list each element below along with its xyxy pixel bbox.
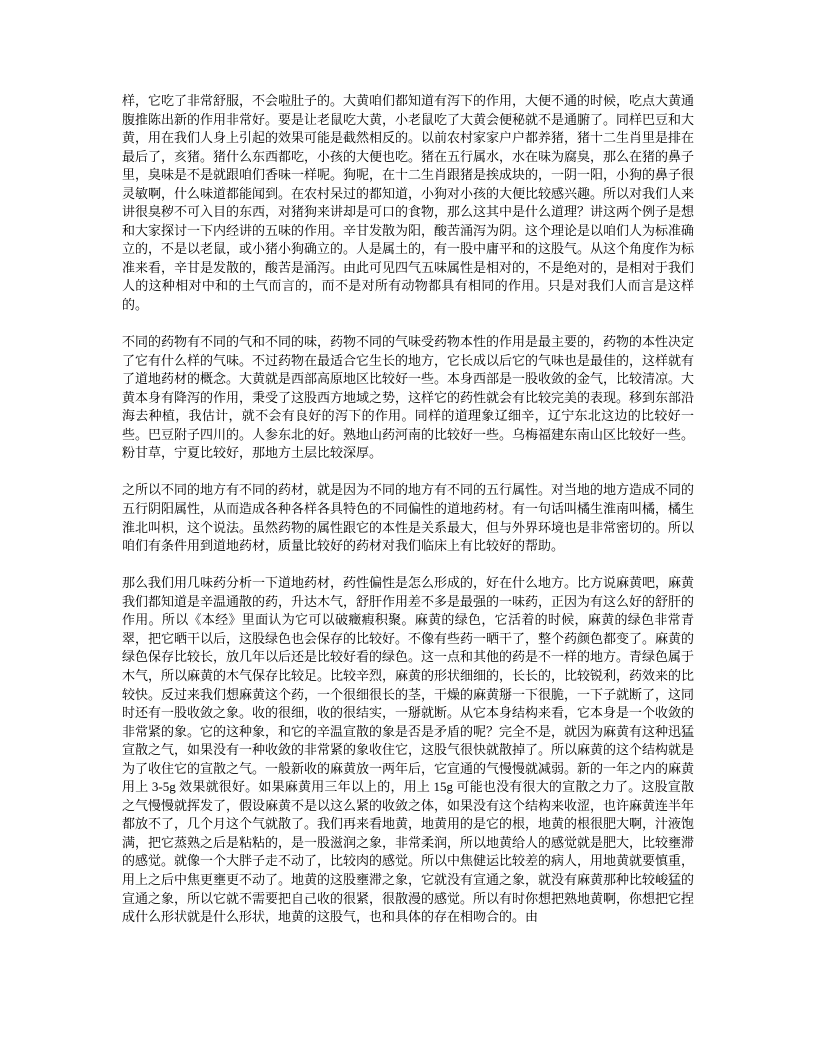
paragraph-2: 不同的药物有不同的气和不同的味，药物不同的气味受药物本性的作用是最主要的，药物的本性决定了它有什么样的气味。不过药物在最适合它生长的地方，它长成以后它的气味也是最佳的，这样就有了道地药材的概念。大黄就是西部高原地区比较好一些。本身西部是一股收敛的金气，比较清凉。大黄本身有降泻的作用，秉受了这股西方地域之势，这样它的药性就会有比较完美的表现。移到东部沿海去种植，我估计，就不会有良好的泻下的作用。同样的道理象辽细辛，辽宁东北这边的比较好一些。巴豆附子四川的。人参东北的好。熟地山药河南的比较好一些。乌梅福建东南山区比较好一些。粉甘草，宁夏比较好，那地方土层比较深厚。	[122, 334, 695, 461]
document-text-block	[122, 92, 694, 927]
paragraph-4: 那么我们用几味药分析一下道地药材，药性偏性是怎么形成的，好在什么地方。比方说麻黄吧，麻黄我们都知道是辛温通散的药，升达木气，舒肝作用差不多是最强的一味药，正因为有这么好的舒肝的作用。所以《本经》里面认为它可以破癥瘕积聚。麻黄的绿色，它活着的时候，麻黄的绿色非常青翠，把它晒干以后，这股绿色也会保存的比较好。不像有些药一晒干了，整个药颜色都变了。麻黄的绿色保存比较长，放几年以后还是比较好看的绿色。这一点和其他的药是不一样的地方。青绿色属于木气，所以麻黄的木气保存比较足。比较辛烈，麻黄的形状细细的，长长的，比较锐利，药效来的比较快。反过来我们想麻黄这个药，一个很细很长的茎，干燥的麻黄掰一下很脆，一下子就断了，这同时还有一股收敛之象。收的很细，收的很结实，一掰就断。从它本身结构来看，它本身是一个收敛的非常紧的象。它的这种象，和它的辛温宣散的象是否是矛盾的呢？完全不是，就因为麻黄有这种迅猛宣散之气，如果没有一种收敛的非常紧的象收住它，这股气很快就散掉了。所以麻黄的这个结构就是为了收住它的宣散之气。一般新收的麻黄放一两年后，它宣通的气慢慢就减弱。新的一年之内的麻黄用上 3-5g 效果就很好。如果麻黄用三年以上的，用上 15g 可能也没有很大的宣散之力了。这股宣散之气慢慢就挥发了，假设麻黄不是以这么紧的收敛之体，如果没有这个结构来收涩，也许麻黄连半年都放不了，几个月这个气就散了。我们再来看地黄，地黄用的是它的根，地黄的根很肥大啊，汁液饱满，把它蒸熟之后是粘粘的，是一股滋润之象，非常柔润，所以地黄给人的感觉就是肥大，比较壅滞的感觉。就像一个大胖子走不动了，比较肉的感觉。所以中焦健运比较差的病人，用地黄就要慎重，用上之后中焦更壅更不动了。地黄的这股壅滞之象，它就没有宣通之象，就没有麻黄那种比较峻猛的宣通之象，所以它就不需要把自己收的很紧，很散漫的感觉。所以有时你想把熟地黄啊，你想把它捏成什么形状就是什么形状，地黄的这股气，也和具体的存在相吻合的。由	[122, 575, 695, 925]
paragraph-1: 样，它吃了非常舒服，不会啦肚子的。大黄咱们都知道有泻下的作用，大便不通的时候，吃点大黄通腹推陈出新的作用非常好。要是让老鼠吃大黄，小老鼠吃了大黄会便秘就不是通腑了。同样巴豆和大黄，用在我们人身上引起的效果可能是截然相反的。以前农村家家户户都养猪，猪十二生肖里是排在最后了，亥猪。猪什么东西都吃，小孩的大便也吃。猪在五行属水，水在味为腐臭，那么在猪的鼻子里，臭味是不是就跟咱们香味一样呢。狗呢，在十二生肖跟猪是挨成块的，一阴一阳，小狗的鼻子很灵敏啊，什么味道都能闻到。在农村呆过的都知道，小狗对小孩的大便比较感兴趣。所以对我们人来讲很臭秽不可入目的东西，对猪狗来讲却是可口的食物，那么这其中是什么道理？讲这两个例子是想和大家探讨一下内经讲的五味的作用。辛甘发散为阳，酸苦涌泻为阴。这个理论是以咱们人为标准确立的，不是以老鼠，或小猪小狗确立的。人是属土的，有一股中庸平和的这股气。从这个角度作为标准来看，辛甘是发散的，酸苦是涌泻。由此可见四气五味属性是相对的，不是绝对的，是相对于我们人的这种相对中和的土气而言的，而不是对所有动物都具有相同的作用。只是对我们人而言是这样的。	[122, 93, 695, 313]
paragraph-3: 之所以不同的地方有不同的药材，就是因为不同的地方有不同的五行属性。对当地的地方造成不同的五行阴阳属性，从而造成各种各样各具特色的不同偏性的道地药材。有一句话叫橘生淮南叫橘，橘生淮北叫枳，这个说法。虽然药物的属性跟它的本性是关系最大，但与外界环境也是非常密切的。所以咱们有条件用到道地药材，质量比较好的药材对我们临床上有比较好的帮助。	[122, 482, 695, 554]
